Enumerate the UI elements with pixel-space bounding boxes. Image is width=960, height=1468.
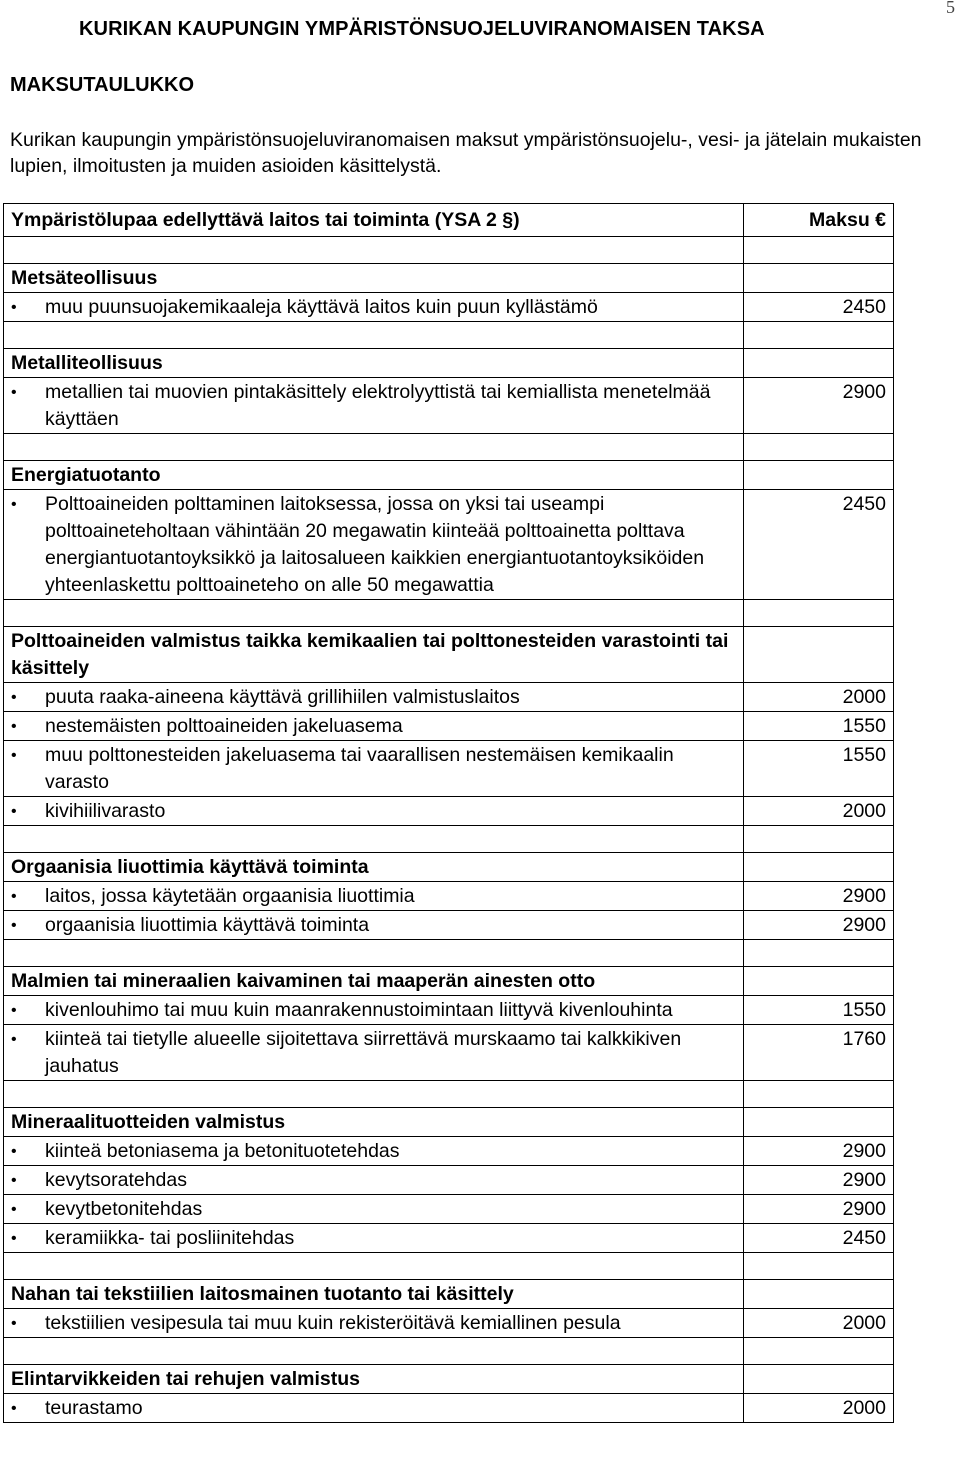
document-title: KURIKAN KAUPUNGIN YMPÄRISTÖNSUOJELUVIRANOMAISEN TAKSA	[79, 18, 765, 40]
category-fee-cell	[744, 349, 894, 378]
activity-cell	[4, 293, 744, 322]
activity-cell	[4, 683, 744, 712]
spacer-row	[4, 940, 894, 967]
fee-value: 2900	[744, 911, 894, 940]
activity-cell	[4, 490, 744, 600]
spacer-cell	[744, 237, 894, 264]
category-title: Nahan tai tekstiilien laitosmainen tuotanto tai käsittely	[4, 1280, 744, 1309]
spacer-cell	[744, 600, 894, 627]
bullet-item	[11, 1167, 736, 1194]
spacer-cell	[744, 1338, 894, 1365]
category-row	[4, 1108, 894, 1137]
activity-text: orgaanisia liuottimia käyttävä toiminta	[45, 914, 370, 936]
table-row	[4, 1224, 894, 1253]
bullet-icon: •	[11, 384, 17, 401]
table-row	[4, 1309, 894, 1338]
fee-table-body	[4, 204, 894, 1423]
fee-value: 1550	[744, 712, 894, 741]
category-title: Malmien tai mineraalien kaivaminen tai maaperän ainesten otto	[4, 967, 744, 996]
category-title: Energiatuotanto	[4, 461, 744, 490]
activity-text: kevytbetonitehdas	[45, 1198, 203, 1220]
category-fee-cell	[744, 967, 894, 996]
category-row	[4, 461, 894, 490]
spacer-cell	[744, 1081, 894, 1108]
activity-text: kivenlouhimo tai muu kuin maanrakennustoimintaan liittyvä kivenlouhinta	[45, 999, 673, 1021]
bullet-icon: •	[11, 718, 17, 735]
activity-cell	[4, 1224, 744, 1253]
fee-value: 2900	[744, 378, 894, 434]
table-row	[4, 1166, 894, 1195]
table-row	[4, 490, 894, 600]
bullet-icon: •	[11, 496, 17, 513]
bullet-icon: •	[11, 917, 17, 934]
activity-text: kivihiilivarasto	[45, 800, 166, 822]
bullet-item	[11, 684, 736, 711]
category-row	[4, 349, 894, 378]
bullet-item	[11, 491, 736, 599]
fee-table	[3, 203, 894, 1423]
header-fee: Maksu €	[744, 204, 894, 237]
bullet-icon: •	[11, 1230, 17, 1247]
bullet-item	[11, 798, 736, 825]
spacer-cell	[4, 237, 744, 264]
table-row	[4, 996, 894, 1025]
bullet-icon: •	[11, 1201, 17, 1218]
spacer-cell	[4, 1253, 744, 1280]
activity-text: metallien tai muovien pintakäsittely elektrolyyttistä tai kemiallista menetelmää käyttäen	[45, 381, 711, 430]
document-subtitle: MAKSUTAULUKKO	[10, 74, 195, 96]
category-title: Metalliteollisuus	[4, 349, 744, 378]
activity-text: laitos, jossa käytetään orgaanisia liuottimia	[45, 885, 415, 907]
category-fee-cell	[744, 264, 894, 293]
table-row	[4, 378, 894, 434]
category-title: Orgaanisia liuottimia käyttävä toiminta	[4, 853, 744, 882]
activity-text: kiinteä tai tietylle alueelle sijoitettava siirrettävä murskaamo tai kalkkikiven jauhatus	[45, 1028, 682, 1077]
activity-text: puuta raaka-aineena käyttävä grillihiilen valmistuslaitos	[45, 686, 520, 708]
fee-value: 2900	[744, 1195, 894, 1224]
fee-value: 2450	[744, 490, 894, 600]
category-row	[4, 853, 894, 882]
activity-text: muu polttonesteiden jakeluasema tai vaarallisen nestemäisen kemikaalin varasto	[45, 744, 674, 793]
bullet-item	[11, 742, 736, 796]
activity-cell	[4, 1195, 744, 1224]
bullet-icon: •	[11, 299, 17, 316]
bullet-icon: •	[11, 1031, 17, 1048]
spacer-cell	[4, 1081, 744, 1108]
activity-cell	[4, 1025, 744, 1081]
category-title: Mineraalituotteiden valmistus	[4, 1108, 744, 1137]
activity-cell	[4, 1166, 744, 1195]
spacer-row	[4, 1253, 894, 1280]
spacer-row	[4, 237, 894, 264]
spacer-row	[4, 1081, 894, 1108]
bullet-item	[11, 883, 736, 910]
fee-value: 2900	[744, 1166, 894, 1195]
spacer-cell	[744, 434, 894, 461]
bullet-icon: •	[11, 747, 17, 764]
bullet-item	[11, 379, 736, 433]
spacer-cell	[4, 826, 744, 853]
fee-value: 1550	[744, 741, 894, 797]
spacer-cell	[744, 322, 894, 349]
category-fee-cell	[744, 853, 894, 882]
table-row	[4, 1394, 894, 1423]
activity-cell	[4, 1137, 744, 1166]
fee-value: 1550	[744, 996, 894, 1025]
fee-value: 2000	[744, 683, 894, 712]
table-row	[4, 683, 894, 712]
fee-value: 2000	[744, 1309, 894, 1338]
table-row	[4, 1195, 894, 1224]
activity-cell	[4, 882, 744, 911]
table-header-row	[4, 204, 894, 237]
category-fee-cell	[744, 627, 894, 683]
activity-cell	[4, 1394, 744, 1423]
table-row	[4, 293, 894, 322]
activity-text: Polttoaineiden polttaminen laitoksessa, jossa on yksi tai useampi polttoaineteholtaan vähintään 20 megawatin kiinteää polttoainetta polttava energiantuotantoyksikkö ja laitosalueen kaikkien energiantuotantoyksiköiden yhteenlaskettu polttoaineteho on alle 50 megawattia	[45, 493, 705, 596]
spacer-cell	[4, 600, 744, 627]
spacer-cell	[4, 940, 744, 967]
category-fee-cell	[744, 461, 894, 490]
activity-text: muu puunsuojakemikaaleja käyttävä laitos kuin puun kyllästämö	[45, 296, 598, 318]
activity-text: keramiikka- tai posliinitehdas	[45, 1227, 295, 1249]
fee-value: 2000	[744, 797, 894, 826]
category-fee-cell	[744, 1108, 894, 1137]
spacer-cell	[744, 1253, 894, 1280]
bullet-item	[11, 1138, 736, 1165]
bullet-icon: •	[11, 1172, 17, 1189]
fee-value: 2000	[744, 1394, 894, 1423]
category-row	[4, 627, 894, 683]
table-row	[4, 911, 894, 940]
bullet-icon: •	[11, 1143, 17, 1160]
activity-cell	[4, 1309, 744, 1338]
bullet-item	[11, 997, 736, 1024]
page-number: 5	[946, 0, 955, 17]
category-title: Metsäteollisuus	[4, 264, 744, 293]
category-row	[4, 1280, 894, 1309]
category-row	[4, 1365, 894, 1394]
bullet-item	[11, 1026, 736, 1080]
table-row	[4, 1025, 894, 1081]
spacer-cell	[4, 1338, 744, 1365]
bullet-icon: •	[11, 1400, 17, 1417]
spacer-cell	[744, 940, 894, 967]
bullet-item	[11, 1395, 736, 1422]
table-row	[4, 712, 894, 741]
fee-value: 2450	[744, 293, 894, 322]
activity-cell	[4, 741, 744, 797]
activity-cell	[4, 996, 744, 1025]
activity-cell	[4, 378, 744, 434]
bullet-item	[11, 1310, 736, 1337]
fee-value: 1760	[744, 1025, 894, 1081]
table-row	[4, 797, 894, 826]
spacer-row	[4, 1338, 894, 1365]
category-row	[4, 264, 894, 293]
activity-text: nestemäisten polttoaineiden jakeluasema	[45, 715, 403, 737]
spacer-cell	[4, 434, 744, 461]
spacer-cell	[744, 826, 894, 853]
activity-cell	[4, 911, 744, 940]
category-fee-cell	[744, 1280, 894, 1309]
bullet-icon: •	[11, 1002, 17, 1019]
activity-text: kiinteä betoniasema ja betonituotetehdas	[45, 1140, 400, 1162]
bullet-item	[11, 1196, 736, 1223]
bullet-icon: •	[11, 1315, 17, 1332]
spacer-cell	[4, 322, 744, 349]
category-row	[4, 967, 894, 996]
bullet-icon: •	[11, 689, 17, 706]
bullet-item	[11, 713, 736, 740]
bullet-icon: •	[11, 803, 17, 820]
spacer-row	[4, 826, 894, 853]
activity-text: kevytsoratehdas	[45, 1169, 187, 1191]
header-activity: Ympäristölupaa edellyttävä laitos tai toiminta (YSA 2 §)	[4, 204, 744, 237]
table-row	[4, 1137, 894, 1166]
spacer-row	[4, 434, 894, 461]
spacer-row	[4, 322, 894, 349]
activity-cell	[4, 797, 744, 826]
table-row	[4, 741, 894, 797]
activity-text: tekstiilien vesipesula tai muu kuin rekisteröitävä kemiallinen pesula	[45, 1312, 621, 1334]
bullet-item	[11, 1225, 736, 1252]
fee-value: 2900	[744, 1137, 894, 1166]
category-fee-cell	[744, 1365, 894, 1394]
intro-paragraph: Kurikan kaupungin ympäristönsuojeluviranomaisen maksut ympäristönsuojelu-, vesi- ja jätelain mukaisten lupien, ilmoitusten ja muiden asioiden käsittelystä.	[10, 129, 922, 177]
category-title: Polttoaineiden valmistus taikka kemikaalien tai polttonesteiden varastointi tai käsittely	[4, 627, 744, 683]
table-row	[4, 882, 894, 911]
fee-value: 2900	[744, 882, 894, 911]
bullet-item	[11, 912, 736, 939]
bullet-item	[11, 294, 736, 321]
fee-value: 2450	[744, 1224, 894, 1253]
activity-cell	[4, 712, 744, 741]
activity-text: teurastamo	[45, 1397, 143, 1419]
category-title: Elintarvikkeiden tai rehujen valmistus	[4, 1365, 744, 1394]
bullet-icon: •	[11, 888, 17, 905]
spacer-row	[4, 600, 894, 627]
